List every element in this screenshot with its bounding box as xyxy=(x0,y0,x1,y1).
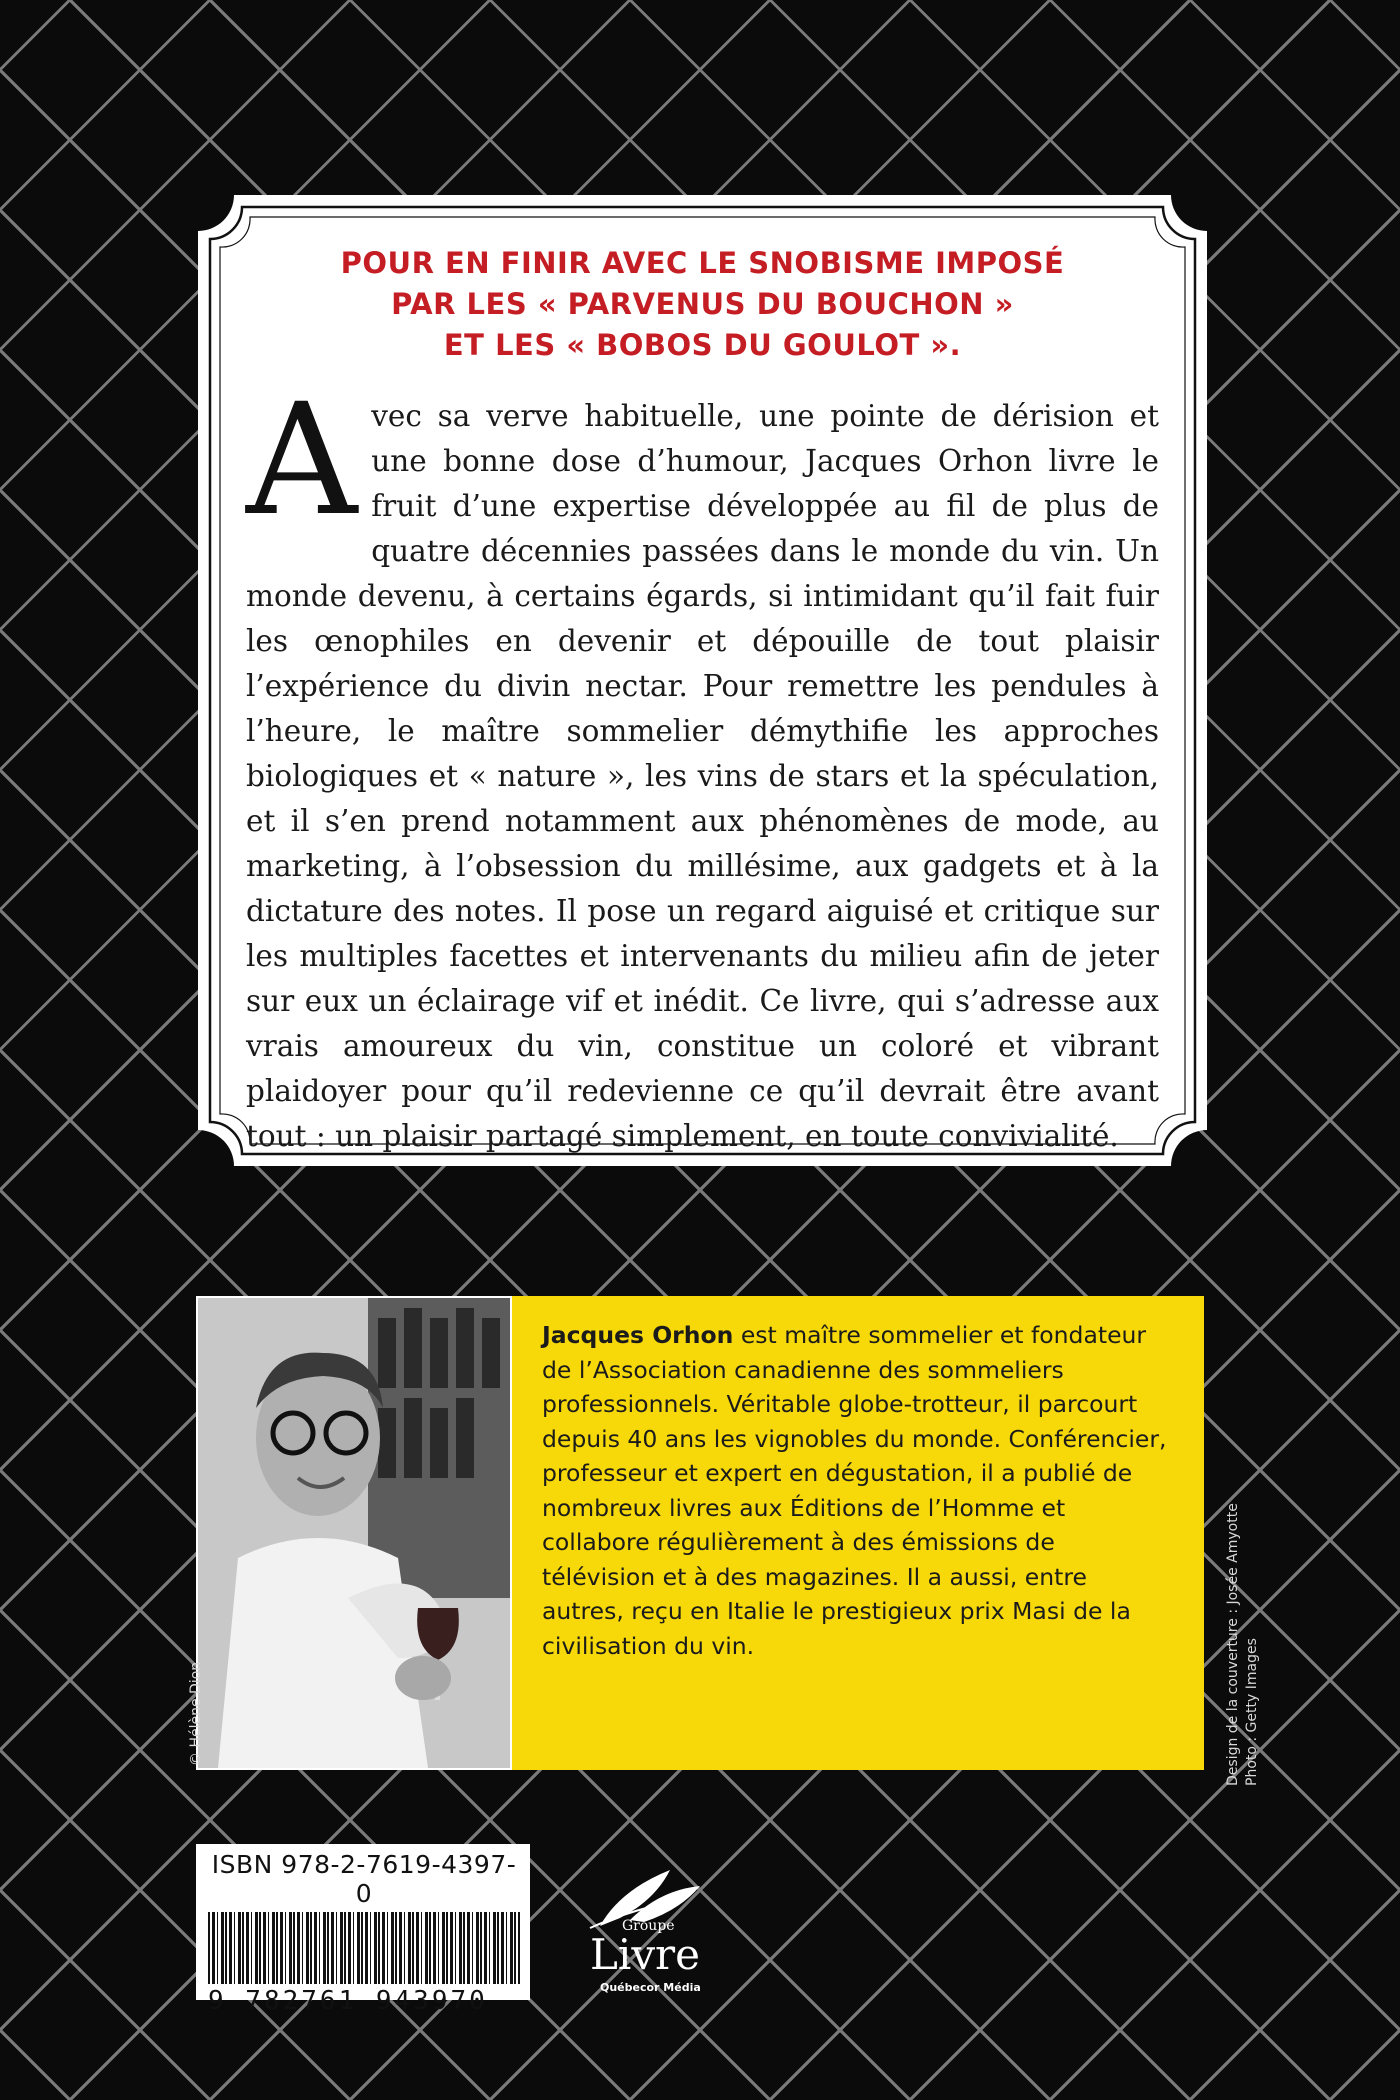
headline-line-1: POUR EN FINIR AVEC LE SNOBISME IMPOSÉ xyxy=(340,246,1065,280)
barcode-bars xyxy=(208,1912,520,1984)
author-bio xyxy=(512,1296,1204,1770)
author-name: Jacques Orhon xyxy=(542,1321,734,1349)
barcode-digits: 9 782761 943970 xyxy=(208,1986,488,2016)
author-photo-illustration xyxy=(198,1298,510,1768)
photo-credit-cover: Photo : Getty Images xyxy=(1244,1638,1260,1786)
headline-line-3: ET LES « BOBOS DU GOULOT ». xyxy=(443,328,962,362)
drop-cap: A xyxy=(246,371,358,550)
photo-credit: © Hélène Dion xyxy=(188,1661,204,1766)
isbn-label: ISBN 978-2-7619-4397-0 xyxy=(211,1850,517,1908)
design-credit: Design de la couverture : Josée Amyotte xyxy=(1225,1503,1241,1786)
description-panel xyxy=(194,191,1211,1170)
description-body: vec sa verve habituelle, une pointe de dérision et une bonne dose d’humour, Jacques Orhon livre le fruit d’une expertise développée au fil de plus de quatre décennies passées dans le monde du vin. Un monde devenu, à certains égards, si intimidant qu’il fait fuir les œnophiles en devenir et dépouille de tout plaisir l’expérience du divin nectar. Pour remettre les pendules à l’heure, le maître sommelier démythifie les approches biologiques et « nature », les vins de stars et la spéculation, et il s’en prend notamment aux phénomènes de mode, au marketing, à l’obsession du millésime, aux gadgets et à la dictature des notes. Il pose un regard aiguisé et critique sur les multiples facettes et intervenants du milieu afin de jeter sur eux un éclairage vif et inédit. Ce livre, qui s’adresse aux vrais amoureux du vin, constitue un coloré et vibrant plaidoyer pour qu’il redevienne ce qu’il devrait être avant tout : un plaisir partagé simplement, en toute convivialité. xyxy=(246,399,1159,1153)
author-photo xyxy=(196,1296,512,1770)
description-text xyxy=(246,371,1159,1159)
headline-line-2: PAR LES « PARVENUS DU BOUCHON » xyxy=(391,287,1014,321)
barcode xyxy=(196,1844,530,2016)
headline xyxy=(246,243,1159,366)
author-bio-text: est maître sommelier et fondateur de l’Association canadienne des sommeliers professionnels. Véritable globe-trotteur, il parcourt depuis 40 ans les vignobles du monde. Conférencier, professeur et expert en dégustation, il a publié de nombreux livres aux Éditions de l’Homme et collabore régulièrement à des émissions de télévision et à des magazines. Il a aussi, entre autres, reçu en Italie le prestigieux prix Masi de la civilisation du vin. xyxy=(542,1321,1167,1660)
logo-quebecor: Québecor Média xyxy=(600,1981,701,1994)
logo-groupe: Groupe xyxy=(622,1918,675,1934)
publisher-logo xyxy=(560,1860,740,2010)
logo-livre: Livre xyxy=(590,1930,700,1979)
